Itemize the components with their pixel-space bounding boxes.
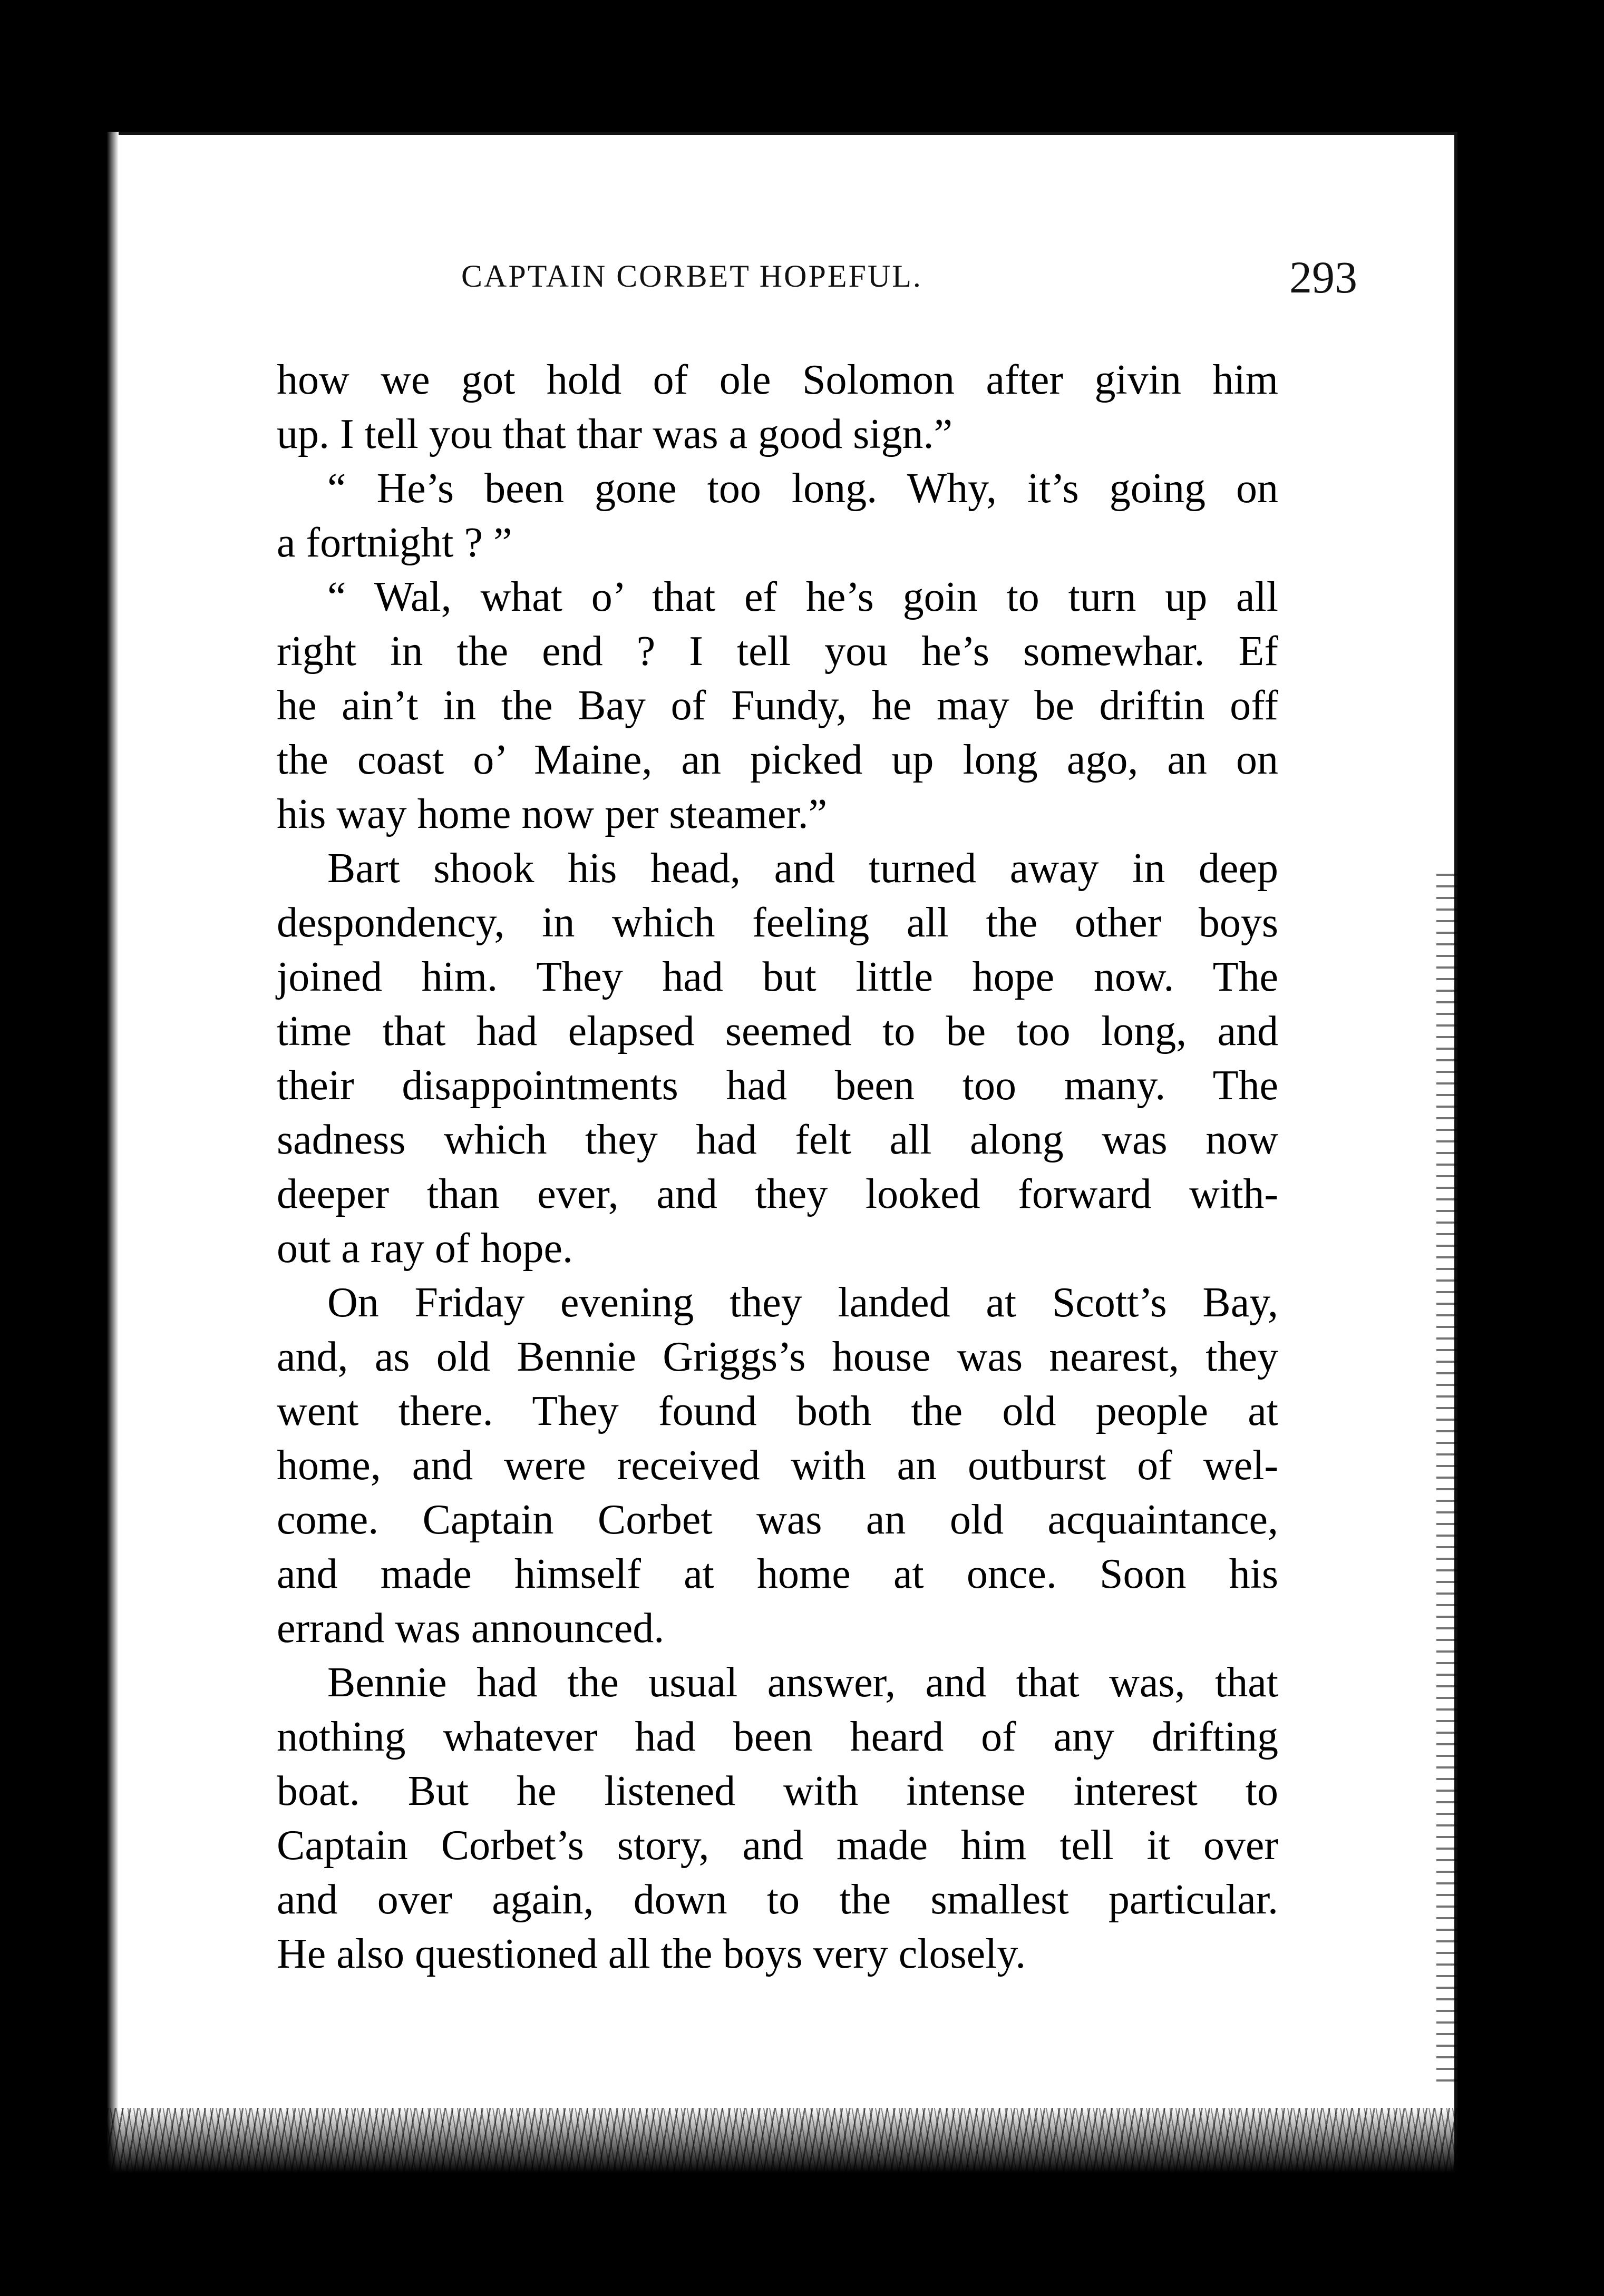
text-line: “ He’s been gone too long. Why, it’s going on <box>327 465 1278 512</box>
text-line: “ Wal, what o’ that ef he’s goin to turn up all <box>327 574 1278 620</box>
text-line: up. I tell you that thar was a good sign.” <box>277 411 952 457</box>
text-line: joined him. They had but little hope now. The <box>277 954 1278 1000</box>
binding-shadow <box>92 132 119 2176</box>
text-line: errand was announced. <box>277 1605 665 1652</box>
page-header <box>461 252 1357 306</box>
text-line: and made himself at home at once. Soon his <box>277 1551 1278 1597</box>
running-title: CAPTAIN CORBET HOPEFUL. <box>461 259 922 294</box>
body-text <box>277 353 1278 1981</box>
text-line: deeper than ever, and they looked forward with- <box>277 1171 1278 1217</box>
text-line: and, as old Bennie Griggs’s house was nearest, they <box>277 1334 1278 1380</box>
text-line: his way home now per steamer.” <box>277 791 828 837</box>
text-line: the coast o’ Maine, an picked up long ago, an on <box>277 737 1278 783</box>
text-line: right in the end ? I tell you he’s somewhar. Ef <box>277 628 1278 675</box>
text-line: out a ray of hope. <box>277 1225 573 1272</box>
text-line: sadness which they had felt all along was now <box>277 1117 1278 1163</box>
page-number: 293 <box>1289 252 1357 302</box>
text-line: Bart shook his head, and turned away in deep <box>327 845 1278 892</box>
bottom-edge-speckle <box>92 2108 1457 2176</box>
text-line: boat. But he listened with intense interest to <box>277 1768 1278 1814</box>
text-line: Bennie had the usual answer, and that was, that <box>327 1659 1278 1706</box>
book-page <box>92 132 1457 2176</box>
text-line: went there. They found both the old people at <box>277 1388 1278 1434</box>
text-line: come. Captain Corbet was an old acquaintance, <box>277 1497 1278 1543</box>
text-line: he ain’t in the Bay of Fundy, he may be driftin off <box>277 682 1278 729</box>
text-line: their disappointments had been too many. The <box>277 1062 1278 1109</box>
text-line: nothing whatever had been heard of any drifting <box>277 1714 1278 1760</box>
page-edge-speckle <box>1436 869 1457 2082</box>
text-line: time that had elapsed seemed to be too long, and <box>277 1008 1278 1054</box>
text-line: On Friday evening they landed at Scott’s Bay, <box>327 1279 1278 1326</box>
text-line: a fortnight ? ” <box>277 520 512 566</box>
text-line: He also questioned all the boys very closely. <box>277 1931 1026 1977</box>
text-line: Captain Corbet’s story, and made him tell it over <box>277 1822 1278 1869</box>
text-line: how we got hold of ole Solomon after givin him <box>277 357 1278 403</box>
text-line: home, and were received with an outburst of wel- <box>277 1442 1278 1489</box>
text-line: despondency, in which feeling all the other boys <box>277 900 1278 946</box>
text-line: and over again, down to the smallest particular. <box>277 1877 1278 1923</box>
